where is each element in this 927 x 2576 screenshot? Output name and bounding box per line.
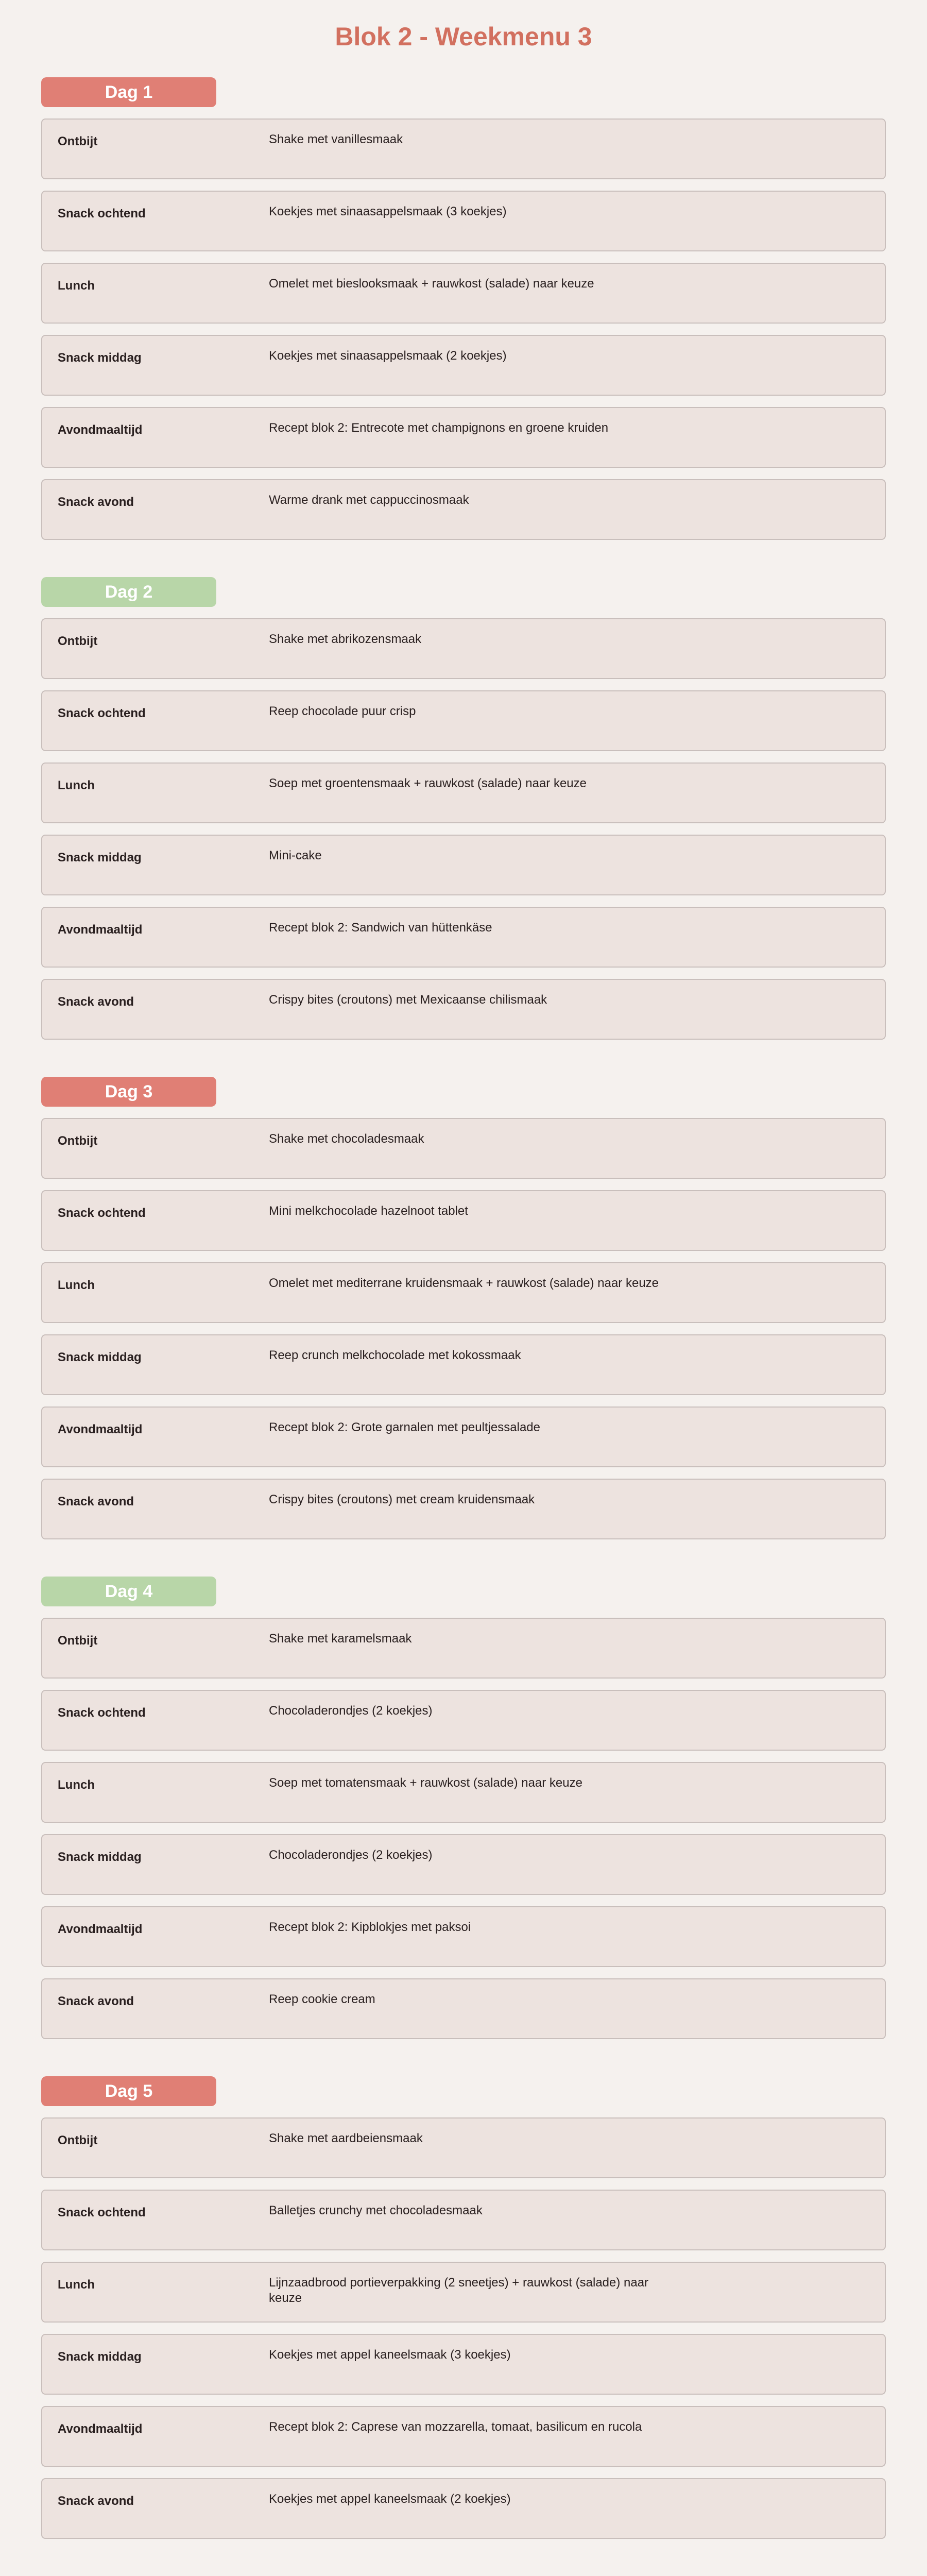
page-title: Blok 2 - Weekmenu 3 (335, 22, 592, 51)
meal-value: Shake met vanillesmaak (269, 132, 403, 146)
meal-row (41, 335, 886, 396)
meal-value: Reep cookie cream (269, 1992, 375, 2006)
day-badge: Dag 1 (41, 77, 216, 107)
meal-value: Shake met abrikozensmaak (269, 632, 422, 646)
day-badge: Dag 4 (41, 1577, 216, 1606)
day-block-4 (41, 1577, 886, 2050)
meal-row (41, 618, 886, 679)
meal-value: Shake met karamelsmaak (269, 1632, 412, 1646)
meal-row (41, 1190, 886, 1251)
meal-row (41, 1479, 886, 1539)
meal-label: Ontbijt (58, 634, 98, 648)
meal-row (41, 1406, 886, 1467)
meal-row (41, 191, 886, 251)
meal-value: Soep met tomatensmaak + rauwkost (salade) naar keuze (269, 1776, 582, 1790)
meal-row (41, 1906, 886, 1967)
meal-label: Lunch (58, 778, 95, 792)
day-badge: Dag 2 (41, 577, 216, 607)
meal-value: Mini-cake (269, 849, 322, 862)
meal-value: Recept blok 2: Grote garnalen met peultjessalade (269, 1420, 540, 1434)
meal-label: Avondmaaltijd (58, 1922, 143, 1936)
meal-row (41, 1690, 886, 1751)
meal-row (41, 907, 886, 968)
meal-value: Crispy bites (croutons) met Mexicaanse chilismaak (269, 993, 547, 1007)
meal-row (41, 762, 886, 823)
day-block-3 (41, 1077, 886, 1551)
meal-row (41, 979, 886, 1040)
meal-label: Lunch (58, 279, 95, 293)
meal-label: Snack middag (58, 851, 142, 865)
meal-label: Snack avond (58, 2494, 134, 2508)
meal-row (41, 1762, 886, 1823)
meal-row (41, 1618, 886, 1679)
meal-value: Lijnzaadbrood portieverpakking (2 sneetjes) + rauwkost (salade) naar keuze (269, 2276, 649, 2305)
day-block-5 (41, 2076, 886, 2550)
day-badge: Dag 5 (41, 2076, 216, 2106)
meal-value: Mini melkchocolade hazelnoot tablet (269, 1204, 468, 1218)
meal-value: Koekjes met appel kaneelsmaak (3 koekjes) (269, 2348, 511, 2362)
meal-row (41, 1334, 886, 1395)
meal-row (41, 2334, 886, 2395)
meal-label: Snack avond (58, 995, 134, 1009)
meal-row (41, 1978, 886, 2039)
meal-label: Snack middag (58, 2350, 142, 2364)
meal-label: Snack ochtend (58, 1206, 146, 1220)
meal-label: Snack avond (58, 495, 134, 509)
day-block-1 (41, 77, 886, 551)
meal-value: Shake met aardbeiensmaak (269, 2131, 423, 2145)
meal-label: Ontbijt (58, 1134, 98, 1148)
meal-label: Avondmaaltijd (58, 2422, 143, 2436)
meal-value: Soep met groentensmaak + rauwkost (salade) naar keuze (269, 776, 587, 790)
meal-row (41, 479, 886, 540)
meal-value: Chocoladerondjes (2 koekjes) (269, 1704, 433, 1718)
meal-label: Snack avond (58, 1495, 134, 1509)
meal-value: Warme drank met cappuccinosmaak (269, 493, 469, 507)
meal-label: Ontbijt (58, 2133, 98, 2147)
meal-value: Shake met chocoladesmaak (269, 1132, 424, 1146)
meal-label: Snack ochtend (58, 2206, 146, 2219)
meal-value: Balletjes crunchy met chocoladesmaak (269, 2204, 483, 2217)
meal-value: Koekjes met sinaasappelsmaak (2 koekjes) (269, 349, 507, 363)
day-block-2 (41, 577, 886, 1051)
meal-label: Lunch (58, 1778, 95, 1792)
meal-label: Snack ochtend (58, 1706, 146, 1720)
meal-label: Avondmaaltijd (58, 423, 143, 437)
meal-value: Reep crunch melkchocolade met kokossmaak (269, 1348, 521, 1362)
meal-row (41, 1262, 886, 1323)
meal-value: Koekjes met sinaasappelsmaak (3 koekjes) (269, 205, 507, 218)
meal-row (41, 407, 886, 468)
meal-label: Snack ochtend (58, 706, 146, 720)
meal-row (41, 1834, 886, 1895)
meal-row (41, 835, 886, 895)
meal-label: Ontbijt (58, 134, 98, 148)
meal-row (41, 263, 886, 324)
meal-value: Omelet met mediterrane kruidensmaak + rauwkost (salade) naar keuze (269, 1276, 659, 1290)
meal-row (41, 1118, 886, 1179)
meal-value: Crispy bites (croutons) met cream kruidensmaak (269, 1493, 535, 1506)
day-badge: Dag 3 (41, 1077, 216, 1107)
meal-row (41, 118, 886, 179)
meal-label: Lunch (58, 2278, 95, 2292)
meal-value: Recept blok 2: Kipblokjes met paksoi (269, 1920, 471, 1934)
meal-row (41, 2478, 886, 2539)
meal-label: Lunch (58, 1278, 95, 1292)
meal-label: Ontbijt (58, 1634, 98, 1648)
meal-label: Snack middag (58, 1350, 142, 1364)
meal-value: Koekjes met appel kaneelsmaak (2 koekjes) (269, 2492, 511, 2506)
meal-value: Reep chocolade puur crisp (269, 704, 416, 718)
meal-row (41, 2262, 886, 2323)
meal-label: Snack middag (58, 351, 142, 365)
meal-value: Recept blok 2: Caprese van mozzarella, tomaat, basilicum en rucola (269, 2420, 642, 2434)
meal-value: Omelet met bieslooksmaak + rauwkost (salade) naar keuze (269, 277, 594, 291)
meal-value: Recept blok 2: Sandwich van hüttenkäse (269, 921, 492, 935)
meal-row (41, 2190, 886, 2250)
meal-label: Avondmaaltijd (58, 923, 143, 937)
meal-row (41, 690, 886, 751)
meal-label: Snack avond (58, 1994, 134, 2008)
meal-value: Chocoladerondjes (2 koekjes) (269, 1848, 433, 1862)
meal-label: Avondmaaltijd (58, 1422, 143, 1436)
meal-label: Snack middag (58, 1850, 142, 1864)
meal-value: Recept blok 2: Entrecote met champignons en groene kruiden (269, 421, 609, 435)
meal-row (41, 2406, 886, 2467)
meal-label: Snack ochtend (58, 207, 146, 221)
meal-row (41, 2117, 886, 2178)
